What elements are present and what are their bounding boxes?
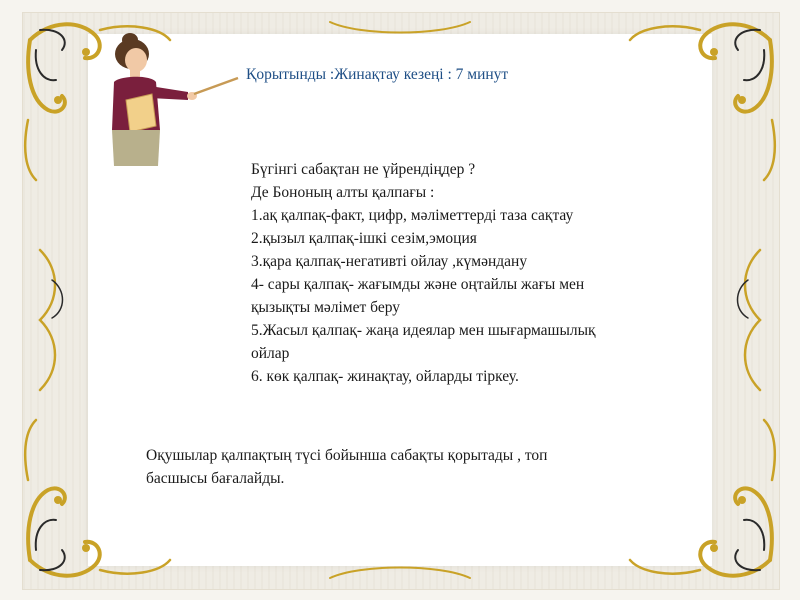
conclusion-line: басшысы бағалайды. [146, 470, 285, 487]
summary-line: Бүгінгі сабақтан не үйрендіңдер ? [251, 161, 476, 178]
summary-line: Де Бононың алты қалпағы : [251, 184, 435, 201]
teacher-pointing-illustration [100, 30, 240, 170]
lesson-summary-list [251, 158, 711, 388]
summary-line: 3.қара қалпақ-негативті ойлау ,күмәндану [251, 253, 528, 270]
summary-line: 1.ақ қалпақ-факт, цифр, мәліметтерді таза сақтау [251, 207, 574, 224]
summary-line: 4- сары қалпақ- жағымды және оңтайлы жағы мен [251, 276, 585, 293]
summary-line: 6. көк қалпақ- жинақтау, ойларды тіркеу. [251, 368, 519, 385]
summary-line: ойлар [251, 345, 290, 362]
summary-line: 2.қызыл қалпақ-ішкі сезім,эмоция [251, 230, 477, 247]
slide-title: Қорытынды :Жинақтау кезеңі : 7 минут [246, 66, 509, 83]
conclusion-paragraph [146, 444, 666, 490]
summary-line: 5.Жасыл қалпақ- жаңа идеялар мен шығармашылық [251, 322, 596, 339]
summary-line: қызықты мәлімет беру [251, 299, 400, 316]
conclusion-line: Оқушылар қалпақтың түсі бойынша сабақты қорытады , топ [146, 447, 548, 464]
